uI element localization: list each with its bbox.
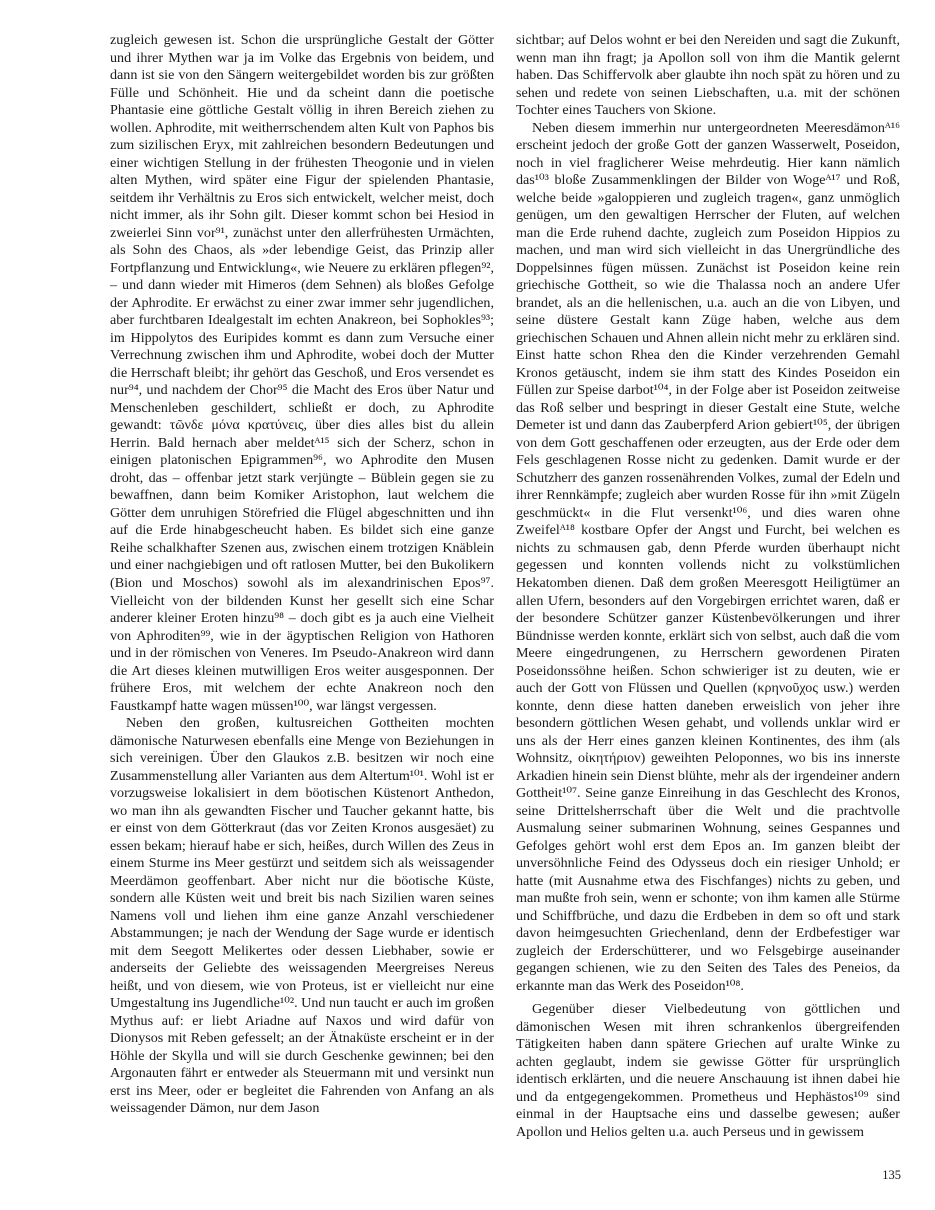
right-paragraph-1: sichtbar; auf Delos wohnt er bei den Nereiden und sagt die Zukunft, wenn man ihn fragt; ja Apollon soll von ihm die Mantik gelernt haben. Das Schiffervolk aber glaubte ihn noch spät zu hören und zu sehen und redete von seinen Liebschaften, u.a. mit der schönen Tochter eines Tauchers von Skione. xyxy=(516,32,900,119)
right-paragraph-3: Gegenüber dieser Vielbedeutung von göttlichen und dämonischen Wesen mit ihren schrankenlos übergreifenden Tätigkeiten haben dann spätere Griechen auf uralte Winke zu achten geglaubt, indem sie gewisse Götter für ursprünglich identisch erklärten, und die neuere Anschauung ist ihnen dabei hie und da entgegengekommen. Prometheus und Hephästos¹⁰⁹ sind einmal in der Hauptsache eins und dasselbe gewesen; außer Apollon und Helios gelten u.a. auch Perseus und in gewissem xyxy=(516,1001,900,1140)
right-paragraph-2: Neben diesem immerhin nur untergeordneten Meeresdämonᴬ¹⁶ erscheint jedoch der große Gott der ganzen Wasserwelt, Poseidon, noch in viel fraglicherer Weise mehrdeutig. Hier kann nämlich das¹⁰³ bloße Zusammenklingen der Bilder von Wogeᴬ¹⁷ und Roß, welche beide »galoppieren und zugleich tragen«, ganz unmöglich genügen, um den gewaltigen Herrscher der Fluten, auf welchen man die Erde ruhend dachte, zugleich zum Poseidon Hippios zu machen, und man wird sich vielleicht in das Unergründliche des Doppelsinnes fügen müssen. Zunächst ist Poseidon keine rein griechische Gottheit, so wie die Thalassa noch an andere Ufer brandet, als an die hellenischen, u.a. auch an die von Libyen, und seine düstere Gestalt kann Züge haben, welche aus dem griechischen Schauen und Ahnen allein nicht mehr zu erklären sind. Einst hatte schon Rhea den die Kinder verzehrenden Gemahl Kronos getäuscht, indem sie ihm statt des Kindes Poseidon ein Füllen zur Speise darbot¹⁰⁴, in der Folge aber ist Poseidon zeitweise das Roß selber und bespringt in dieser Gestalt eine Stute, welche Demeter ist und dann das Zauberpferd Arion gebiert¹⁰⁵, der übrigen von dem Gott geschaffenen oder erzeugten, aus der Erde oder dem Fels geschlagenen Rosse nicht zu gedenken. Damit wurde er der Schutzherr des ganzen rossenährenden Volkes, zumal der Edeln und ihrer Rennkämpfe; zugleich aber wurden Rosse für ihn »mit Zügeln geschmückt« in die Flut versenkt¹⁰⁶, und dies waren ohne Zweifelᴬ¹⁸ kostbare Opfer der Angst und Furcht, bei welchen es nichts zu schmausen gab, denn Pferde wurden überhaupt nicht gegessen und konnten vollends nicht zu volkstümlichen Hekatomben dienen. Daß dem großen Meeresgott Heiligtümer an allen Ufern, besonders auf den Vorgebirgen errichtet waren, daß er der besondere Schützer ganzer Küstenbevölkerungen und ihrer Bündnisse werden konnte, erklärt sich von selbst, auch daß die vom Meere eingedrungenen, zu Herrschern gewordenen Piraten Poseidonssöhne heißen. Schon schwieriger ist zu deuten, wie er auch der Gott von Flüssen und Quellen (κρηνοῦχος usw.) werden konnte, denn diese hatten daneben erweislich von jeher ihre besondern göttlichen Wesen gehabt, und vollends unklar wird er uns als der Herr eines ganzen kleinen Kontinentes, des ihm (als Wohnsitz, οἰκητήριον) geweihten Peloponnes, wo bis ins innerste Arkadien hinein sein Dienst blühte, mehr als der irgendeiner andern Gottheit¹⁰⁷. Seine ganze Einreihung in das Geschlecht des Kronos, seine Drittelsherrschaft über die Welt und die prachtvolle Ausmalung seiner submarinen Wohnung, seines Gespannes und Gefolges gehört wohl erst dem Epos an. Im ganzen bleibt der unversöhnliche Feind des Odysseus doch ein riesiger Unhold; er hatte (mit Ausnahme etwa des Fischfanges) nichts zu geben, und man mußte froh sein, wenn er schonte; von ihm kamen alle Stürme und Schiffbrüche, und dazu die Erdbeben in dem so oft und stark davon heimgesuchten Griechenland, denn der Erdbefestiger war zugleich der Erderschütterer, und wo Felsgebirge auseinander gegangen schienen, wie zu den Seiten des Tales des Peneios, da erkannte man das Werk des Poseidon¹⁰⁸. xyxy=(516,119,900,994)
left-column xyxy=(110,32,494,1118)
page-number: 135 xyxy=(882,1168,901,1182)
right-column xyxy=(516,32,900,1141)
left-paragraph-1: zugleich gewesen ist. Schon die ursprüngliche Gestalt der Götter und ihrer Mythen war ja im Volke das Ergebnis von beidem, und dann ist sie von den Sängern weitergebildet worden bis zur größten Fülle und Schönheit. Hie und da scheint dann die poetische Phantasie eine göttliche Gestalt völlig in ihren Bereich ziehen zu wollen. Aphrodite, mit weitherrschendem alten Kult von Paphos bis zum sizilischen Eryx, mit zahlreichen besondern Bedeutungen und einer wichtigen Stellung in der frühesten Theogonie und in vielen alten Mythen, wird später eine Figur der spielenden Phantasie, seitdem ihr Verhältnis zu Eros sich entwickelt, welcher meist, doch nicht immer, als ihr Sohn gilt. Dieser kommt schon bei Hesiod in zweierlei Sinn vor⁹¹, zunächst unter den allerfrühesten Urmächten, als Sohn des Chaos, als »der lebendige Geist, das Prinzip aller Fortpflanzung und Entwicklung«, wie Neuere zu erklären pflegen⁹², – und dann wieder mit Himeros (dem Sehnen) als bloßes Gefolge der Aphrodite. Er erwächst zu einer zwar immer sehr jugendlichen, aber furchtbaren Idealgestalt im echten Anakreon, bei Sophokles⁹³; im Hippolytos des Euripides kommt es dann zum Versuche einer Verrechnung zwischen ihm und Aphrodite, wobei doch der Mutter die Herrschaft bleibt; ihr gehört das Geschoß, und Eros versendet es nur⁹⁴, und nachdem der Chor⁹⁵ die Macht des Eros über Natur und Menschenleben geschildert, schließt er doch, zu Aphrodite gewandt: τῶνδε μόνα κρατύνεις, über dies alles bist du allein Herrin. Bald hernach aber meldetᴬ¹⁵ sich der Scherz, schon in einigen platonischen Epigrammen⁹⁶, wo Aphrodite den Musen droht, das – offenbar jetzt stark verjüngte – Büblein gegen sie zu bewaffnen, dann beim Komiker Aristophon, laut welchem die Götter dem unruhigen Störefried die Flügel abgeschnitten und ihn auf die Erde hinabgescheucht haben. Es bildet sich eine ganze Reihe schalkhafter Szenen aus, zwischen einem trotzigen Knäblein und einer nachgiebigen und oft ratlosen Mutter, bei den Bukolikern (Bion und Moschos) sowohl als im alexandrinischen Epos⁹⁷. Vielleicht von der bildenden Kunst her gesellt sich eine Schar anderer kleiner Eroten hinzu⁹⁸ – doch gibt es ja auch eine Vielheit von Aphroditen⁹⁹, wie in der ägyptischen Religion von Hathoren und in der römischen von Veneres. Im Pseudo-Anakreon wird dann die Art dieses kleinen mutwilligen Eros weiter ausgesponnen. Der frühere Eros, mit welchem der echte Anakreon noch den Faustkampf hatte wagen müssen¹⁰⁰, war längst vergessen. xyxy=(110,32,494,714)
left-paragraph-2: Neben den großen, kultusreichen Gottheiten mochten dämonische Naturwesen ebenfalls eine Menge von Beziehungen in sich vereinigen. Über den Glaukos z.B. besitzen wir noch eine Zusammenstellung aller Varianten aus dem Altertum¹⁰¹. Wohl ist er vorzugsweise lokalisiert in dem böotischen Küstenort Anthedon, wo man ihn als gewandten Fischer und Taucher gekannt hatte, bis er einst von dem Götterkraut (das vor Zeiten Kronos ausgesäet) zu essen bekam; hierauf habe er sich, heißes, durch Willen des Zeus in einem Sturme ins Meer gestürzt und seitdem sich als weissagender Meerdämon geoffenbart. Aber nicht nur die böotische Küste, sondern alle Küsten weit und breit bis nach Sizilien waren seines Namens voll und liehen ihm eine ganze Anzahl verschiedener Abstammungen; je nach der Wendung der Sage wurde er identisch mit dem Seegott Melikertes oder dessen Liebhaber, sowie er anderseits der Geliebte des weissagenden Meergreises Nereus heißt, und von diesem, wie von Proteus, ist er vielleicht nur eine Umgestaltung ins Jugendliche¹⁰². Und nun taucht er auch im großen Mythus auf: er liebt Ariadne auf Naxos und wird dafür von Dionysos mit Reben gefesselt; an der Ätnaküste erscheint er in der Höhle der Skylla und will sie durch Geschenke gewinnen; bei den Argonauten fährt er entweder als Steuermann mit und versinkt nun erst ins Meer, oder er begleitet die Fahrenden von Anfang an als weissagender Dämon, nur dem Jason xyxy=(110,715,494,1117)
